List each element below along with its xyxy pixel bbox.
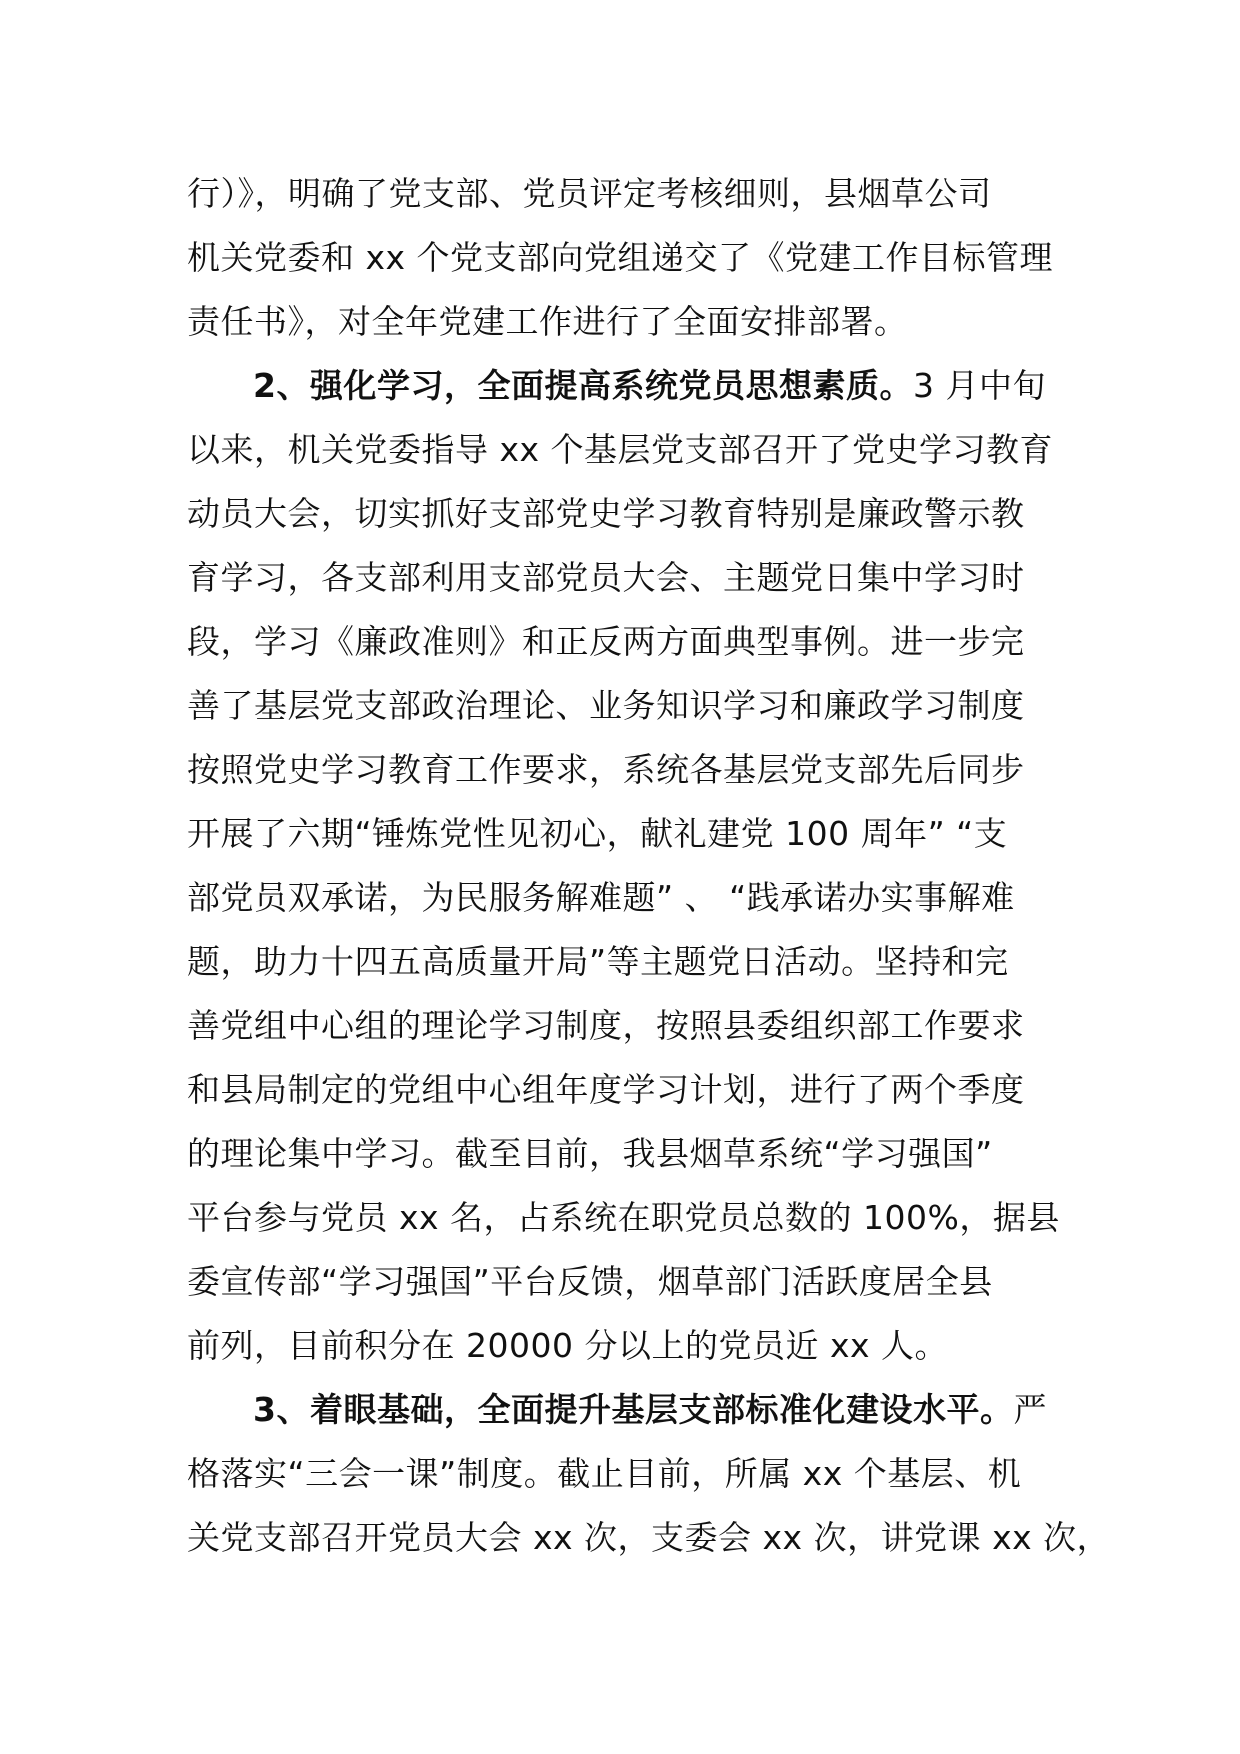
paragraph-2-line: 委宣传部“学习强国”平台反馈，烟草部门活跃度居全县: [187, 1262, 993, 1301]
paragraph-2-line: 题，助力十四五高质量开局”等主题党日活动。坚持和完: [187, 942, 1009, 981]
paragraph-2-heading: 2、强化学习，全面提高系统党员思想素质。: [253, 366, 913, 405]
paragraph-2-line: 开展了六期“锤炼党性见初心，献礼建党 100 周年” “支: [187, 814, 1008, 853]
paragraph-1-line-2: 机关党委和 xx 个党支部向党组递交了《党建工作目标管理: [187, 238, 1054, 277]
paragraph-2-line: 和县局制定的党组中心组年度学习计划，进行了两个季度: [187, 1070, 1025, 1109]
paragraph-2-line: 以来，机关党委指导 xx 个基层党支部召开了党史学习教育: [187, 430, 1054, 469]
paragraph-2-line: 动员大会，切实抓好支部党史学习教育特别是廉政警示教: [187, 494, 1025, 533]
paragraph-2-line: 善党组中心组的理论学习制度，按照县委组织部工作要求: [187, 1006, 1025, 1045]
paragraph-3-first-line-rest: 严: [1013, 1390, 1047, 1429]
paragraph-3-heading: 3、着眼基础，全面提升基层支部标准化建设水平。: [253, 1390, 1014, 1429]
paragraph-2-line: 的理论集中学习。截至目前，我县烟草系统“学习强国”: [187, 1134, 993, 1173]
paragraph-3-line: 格落实“三会一课”制度。截止目前，所属 xx 个基层、机: [187, 1454, 1022, 1493]
paragraph-2-line: 部党员双承诺，为民服务解难题” 、 “践承诺办实事解难: [187, 878, 1015, 917]
paragraph-1-line-1: 行）》，明确了党支部、党员评定考核细则，县烟草公司: [187, 174, 992, 213]
paragraph-2-line: 段，学习《廉政准则》和正反两方面典型事例。进一步完: [187, 622, 1025, 661]
paragraph-3-line: 关党支部召开党员大会 xx 次，支委会 xx 次，讲党课 xx 次，: [187, 1518, 1111, 1557]
paragraph-2-first-line-rest: 3 月中旬: [912, 366, 1046, 405]
paragraph-2-line: 善了基层党支部政治理论、业务知识学习和廉政学习制度: [187, 686, 1025, 725]
paragraph-2-line: 按照党史学习教育工作要求，系统各基层党支部先后同步: [187, 750, 1025, 789]
paragraph-2-first-line: [187, 354, 1057, 418]
paragraph-2-line: 前列，目前积分在 20000 分以上的党员近 xx 人。: [187, 1326, 948, 1365]
paragraph-3-first-line: [187, 1378, 1057, 1442]
paragraph-1-line-3: 责任书》，对全年党建工作进行了全面安排部署。: [187, 302, 908, 341]
paragraph-2-line: 育学习，各支部利用支部党员大会、主题党日集中学习时: [187, 558, 1025, 597]
document-body: [187, 162, 1111, 1570]
paragraph-2-line: 平台参与党员 xx 名，占系统在职党员总数的 100%，据县: [187, 1198, 1060, 1237]
